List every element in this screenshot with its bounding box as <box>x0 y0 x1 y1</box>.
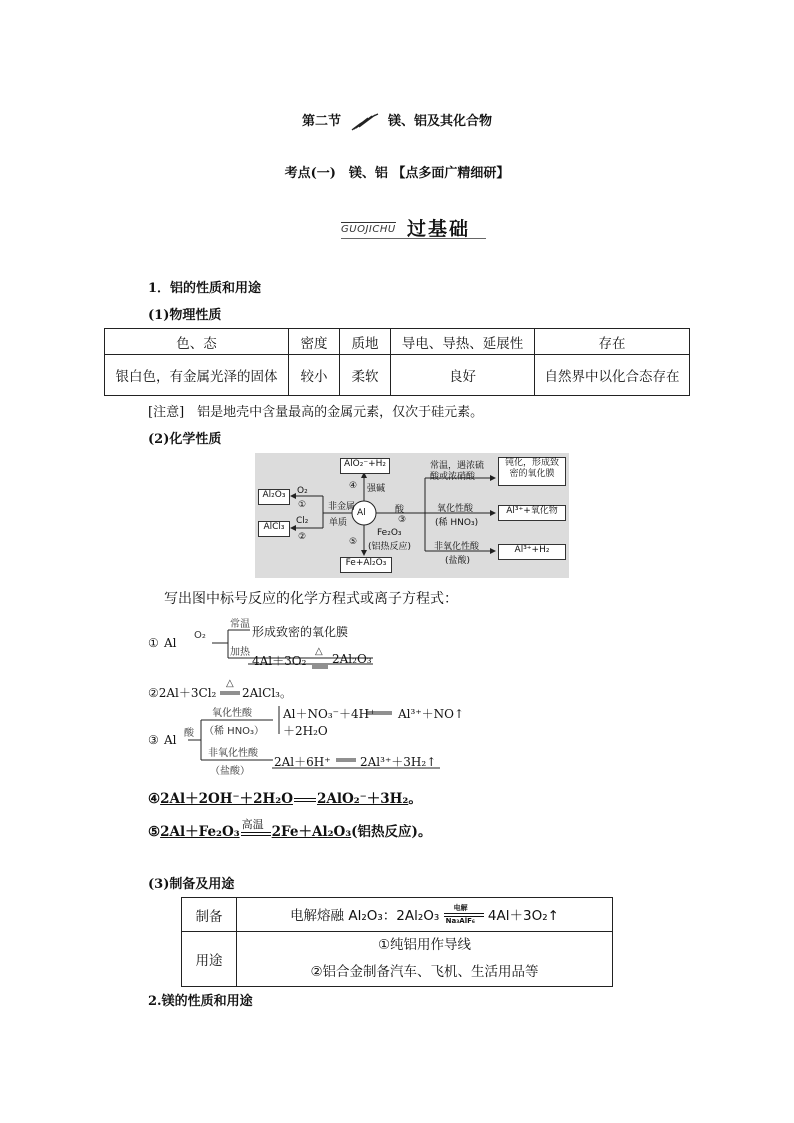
al-label: Al <box>357 508 366 518</box>
chemical-properties-diagram <box>255 453 569 578</box>
eq3-line1: Al＋NO₃⁻＋4H⁺ <box>283 707 376 721</box>
eq3-line2: ＋2H₂O <box>283 724 328 738</box>
prep-cond-bottom: Na₃AlF₆ <box>445 916 475 925</box>
nonmetal-label: 非金属 <box>328 502 356 512</box>
label-5: ⑤ <box>349 537 358 547</box>
table-header: 色、态 <box>105 329 289 355</box>
hcl-label: (盐酸) <box>445 556 471 566</box>
eq1-right: 4Al＋3O₂ <box>252 654 307 668</box>
eq5-end: (铝热反应)。 <box>351 824 432 840</box>
prep-cond <box>444 903 484 926</box>
table-header: 存在 <box>535 329 690 355</box>
section-number: 第二节 <box>301 114 341 129</box>
thermite-label: (铝热反应) <box>368 542 412 552</box>
dilute-hno3-label: (稀 HNO₃) <box>435 518 479 528</box>
section-topic: 镁、铝及其化合物 <box>388 114 493 129</box>
preparation-table <box>181 897 613 987</box>
eq3-dilute: （稀 HNO₃） <box>204 726 265 737</box>
table-header: 质地 <box>340 329 391 355</box>
banner-zh: 过基础 <box>407 218 471 240</box>
eq3-nonoxid: 非氧化性酸 <box>208 748 258 759</box>
eq4-num: ④ <box>148 791 161 807</box>
eq1-film: 形成致密的氧化膜 <box>252 625 349 639</box>
banner-en: GUOJICHU <box>341 224 396 235</box>
nonoxidizing-acid-label: 非氧化性酸 <box>434 542 480 552</box>
table-cell: 自然界中以化合态存在 <box>535 355 690 396</box>
passivation-line2: 密的氧化膜 <box>509 468 555 479</box>
al2o3-box: Al₂O₃ <box>258 489 290 505</box>
eq1-num: ① <box>148 636 159 650</box>
feather-icon <box>350 113 380 131</box>
equation-2 <box>148 678 328 700</box>
guojichu-banner <box>341 212 486 240</box>
label-3: ③ <box>398 515 407 525</box>
eq3-al: Al <box>164 733 177 747</box>
oxidizing-acid-label: 氧化性酸 <box>437 504 474 514</box>
table-header: 密度 <box>289 329 340 355</box>
equation-5 <box>148 817 432 840</box>
eq2-left: ②2Al＋3Cl₂ <box>148 686 217 700</box>
passivation-line1: 钝化，形成致 <box>504 458 559 468</box>
cl2-label: Cl₂ <box>296 516 309 526</box>
table-row <box>105 355 690 396</box>
section-title <box>0 110 794 131</box>
alcl3-box: AlCl₃ <box>258 521 290 537</box>
eq4-arrow <box>294 798 316 802</box>
label-4: ④ <box>349 481 358 491</box>
prep-cond-top: 电解 <box>453 903 468 912</box>
write-prompt: 写出图中标号反应的化学方程式或离子方程式： <box>164 591 458 607</box>
use-label: 用途 <box>182 932 237 987</box>
o2-label: O₂ <box>297 486 308 496</box>
eq3-line1b: Al³⁺＋NO↑ <box>398 707 465 721</box>
equation-3 <box>148 702 478 777</box>
prep-text: 电解熔融 Al₂O₃：2Al₂O₃ <box>290 907 440 924</box>
table-cell: 良好 <box>391 355 535 396</box>
equation-1 <box>148 614 468 674</box>
elemental-label: 单质 <box>329 518 348 528</box>
fe-al2o3-box: Fe+Al₂O₃ <box>340 557 392 573</box>
heading-preparation: (3)制备及用途 <box>148 877 235 892</box>
alo2-h2-box: AlO₂⁻+H₂ <box>340 458 390 474</box>
eq5-left: 2Al＋Fe₂O₃ <box>160 824 240 840</box>
acid-label: 酸 <box>395 505 405 515</box>
strong-base-label: 强碱 <box>367 484 386 494</box>
eq1-o2: O₂ <box>194 630 206 641</box>
cond-concentrated-1: 常温，遇浓硫 <box>430 461 485 471</box>
note: [注意] 铝是地壳中含量最高的金属元素，仅次于硅元素。 <box>148 405 484 420</box>
eq1-product: 2Al₂O₃ <box>332 652 372 666</box>
eq3-hcl: （盐酸） <box>210 766 250 777</box>
use-cell <box>237 932 613 987</box>
use-1: ①纯铝用作导线 <box>377 937 472 953</box>
fe2o3-label: Fe₂O₃ <box>377 528 402 538</box>
heading-aluminum: 1．铝的性质和用途 <box>148 281 262 296</box>
eq3-acid: 酸 <box>184 728 194 739</box>
table-row <box>182 932 613 987</box>
table-header-row <box>105 329 690 355</box>
eq4-end: 。 <box>408 791 422 807</box>
prep-cell <box>237 898 613 932</box>
eq2-delta: △ <box>226 678 234 689</box>
eq3-oxid: 氧化性酸 <box>212 708 252 719</box>
prep-label: 制备 <box>182 898 237 932</box>
eq1-normal: 常温 <box>230 619 250 630</box>
eq5-cond-wrap <box>241 817 271 840</box>
table-cell: 较小 <box>289 355 340 396</box>
heading-physical: (1)物理性质 <box>148 308 222 323</box>
eq1-al: Al <box>164 636 177 650</box>
eq3-line3b: 2Al³⁺＋3H₂↑ <box>360 755 437 769</box>
label-2: ② <box>298 532 307 542</box>
eq1-heat: 加热 <box>230 647 250 658</box>
kaodian-title: 考点(一) 镁、铝 【点多面广精细研】 <box>284 166 510 181</box>
al3-oxide-box: Al³⁺+氧化物 <box>498 505 566 521</box>
eq3-num: ③ <box>148 733 159 747</box>
prep-product: 4Al＋3O₂↑ <box>487 907 559 924</box>
table-cell: 柔软 <box>340 355 391 396</box>
label-1: ① <box>298 500 307 510</box>
table-row <box>182 898 613 932</box>
eq5-arrow <box>241 832 271 836</box>
banner-rule <box>341 238 486 239</box>
eq5-right: 2Fe＋Al₂O₃ <box>271 824 352 840</box>
use-2: ②铝合金制备汽车、飞机、生活用品等 <box>310 964 539 980</box>
eq4-right: 2AlO₂⁻＋3H₂ <box>316 791 409 807</box>
heading-magnesium: 2.镁的性质和用途 <box>148 994 253 1009</box>
table-header: 导电、导热、延展性 <box>391 329 535 355</box>
eq1-delta: △ <box>315 646 323 657</box>
passivation-box <box>498 457 566 486</box>
eq2-right: 2AlCl₃。 <box>242 686 292 700</box>
equation-4 <box>148 787 422 807</box>
eq5-cond: 高温 <box>241 817 264 831</box>
physical-properties-table <box>104 328 690 396</box>
cond-concentrated-2: 酸或浓硝酸 <box>430 472 476 482</box>
eq5-num: ⑤ <box>148 824 161 840</box>
heading-chemical: (2)化学性质 <box>148 432 222 447</box>
al3-h2-box: Al³⁺+H₂ <box>498 544 566 560</box>
eq3-line3: 2Al＋6H⁺ <box>274 755 331 769</box>
table-cell: 银白色，有金属光泽的固体 <box>105 355 289 396</box>
eq4-left: 2Al＋2OH⁻＋2H₂O <box>160 791 293 807</box>
